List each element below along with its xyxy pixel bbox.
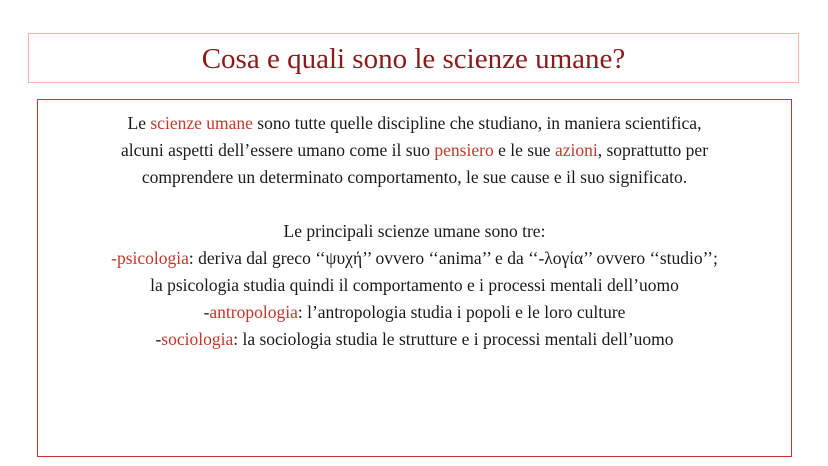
list-item-text: : deriva dal greco ‘‘ψυχή’’ ovvero ‘‘anima’’ e da ‘‘-λογία’’ ovvero ‘‘studio’’; (188, 248, 718, 268)
highlight-pensiero: pensiero (434, 140, 494, 160)
slide-title: Cosa e quali sono le scienze umane? (201, 42, 626, 75)
list-item-psicologia-cont: la psicologia studia quindi il comportamento e i processi mentali dell’uomo (150, 275, 679, 295)
list-item-text: : l’antropologia studia i popoli e le loro culture (297, 302, 626, 322)
intro-text: , soprattutto per (597, 140, 709, 160)
intro-text: sono tutte quelle discipline che studiano, in maniera scientifica, (252, 113, 702, 133)
highlight-scienze-umane: scienze umane (150, 113, 253, 133)
title-box (28, 33, 799, 83)
highlight-azioni: azioni (554, 140, 598, 160)
list-dash: - (203, 302, 210, 322)
term-psicologia: psicologia (116, 248, 189, 268)
list-item-sociologia (38, 326, 791, 353)
list-item-psicologia (38, 245, 791, 272)
list-dash: - (111, 248, 117, 268)
content-box (37, 99, 792, 457)
intro-line-3: comprendere un determinato comportamento, le sue cause e il suo significato. (141, 167, 688, 187)
intro-text: Le (127, 113, 151, 133)
list-item-antropologia (38, 299, 791, 326)
list-heading: Le principali scienze umane sono tre: (283, 221, 546, 241)
intro-text: alcuni aspetti dell’essere umano come il suo (120, 140, 435, 160)
intro-line-1 (38, 110, 791, 137)
list-paragraph (38, 218, 791, 353)
intro-paragraph (38, 110, 791, 191)
intro-text: e le sue (493, 140, 555, 160)
list-item-text: : la sociologia studia le strutture e i processi mentali dell’uomo (233, 329, 674, 349)
list-dash: - (155, 329, 162, 349)
term-sociologia: sociologia (161, 329, 234, 349)
intro-line-2 (38, 137, 791, 164)
term-antropologia: antropologia (209, 302, 298, 322)
